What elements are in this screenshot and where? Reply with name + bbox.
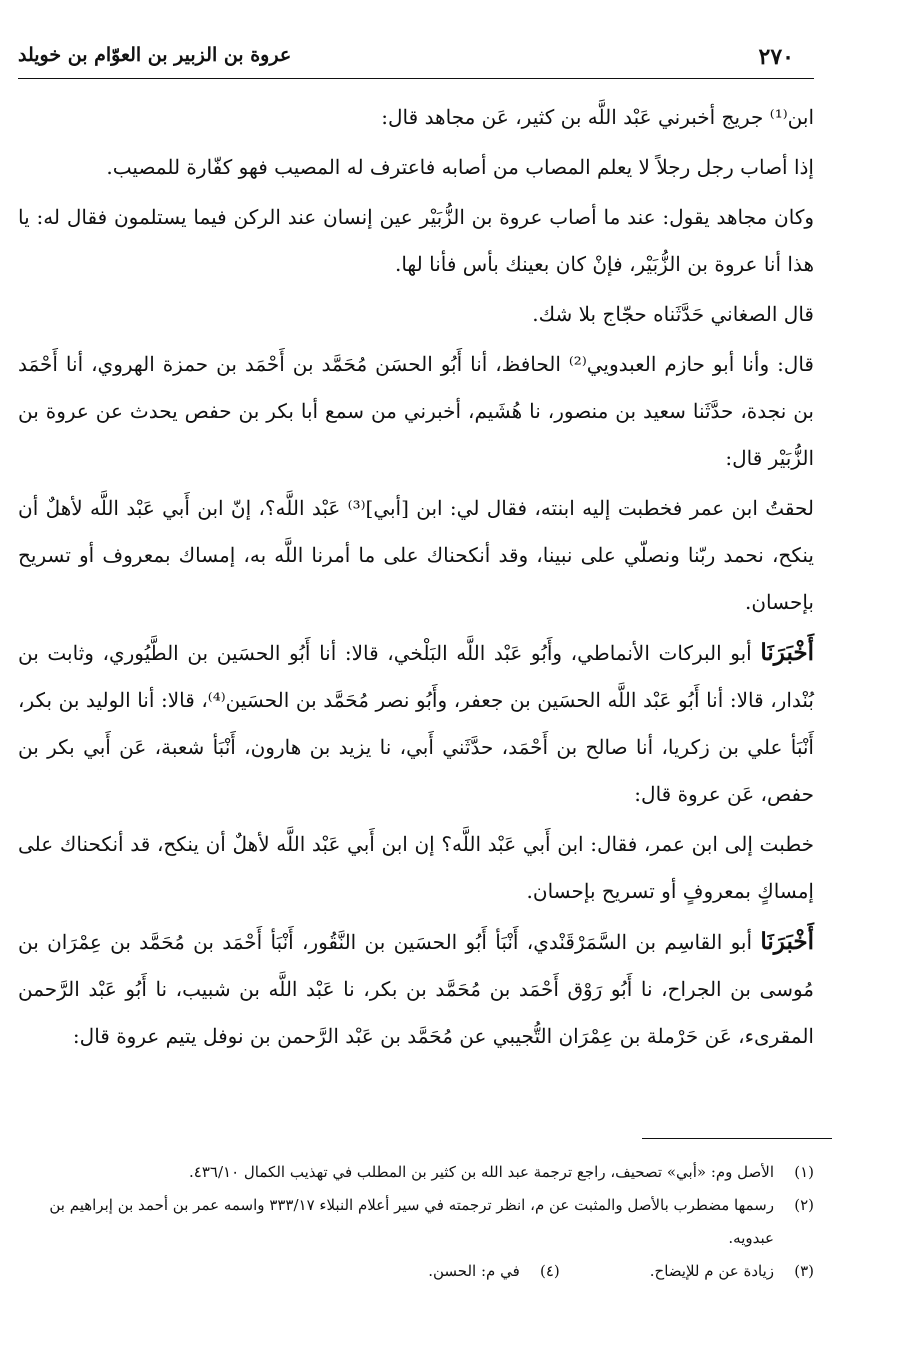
- akhbarana-keyword: أَخْبَرَنَا: [760, 928, 814, 955]
- footnote: [428, 1255, 560, 1288]
- footnote-number: (٣): [794, 1262, 814, 1280]
- paragraph: [18, 918, 814, 1060]
- footnote: [650, 1255, 814, 1288]
- footnote-number: (٢): [794, 1196, 814, 1214]
- paragraph: [18, 629, 814, 818]
- footnote-row: [18, 1255, 814, 1288]
- header-rule: [18, 78, 814, 79]
- footnote: [18, 1189, 814, 1255]
- paragraph: إذا أصاب رجل رجلاً لا يعلم المصاب من أصابه فاعترف له المصيب فهو كفّارة للمصيب.: [106, 155, 814, 179]
- paragraph-text: أبو القاسِم بن السَّمَرْقَنْدي، أَنْبَأ أَبُو الحسَين بن النَّقُور، أَنْبَأ أَحْمَد بن مُحَمَّد بن عِمْرَان بن مُوسى بن الجراح، نا أَبُو رَوْق أَحْمَد بن مُحَمَّد بن بكر، نا عَبْد اللَّه بن شبيب، نا أَبُو عَبْد الرَّحمن المقرىء، عَن حَرْملة بن عِمْرَان التُّجيبي عن مُحَمَّد بن عَبْد الرَّحمن بن نوفل يتيم عروة قال:: [18, 930, 814, 1048]
- footnote-rule: [642, 1138, 832, 1139]
- footnote-number: (١): [794, 1163, 814, 1181]
- footnote-text: في م: الحسن.: [428, 1262, 520, 1280]
- footnote-text: زيادة عن م للإيضاح.: [649, 1262, 774, 1280]
- footnote-text: رسمها مضطرب بالأصل والمثبت عن م، انظر ترجمته في سير أعلام النبلاء ٣٣٣/١٧ واسمه عمر بن أحمد بن إبراهيم بن عبدويه.: [49, 1196, 774, 1247]
- paragraph-text: أبو البركات الأنماطي، وأَبُو عَبْد اللَّه البَلْخي، قالا: أنا أَبُو الحسَين بن الطَّيُوري، وثابت بن بُنْدار، قالا: أنا أَبُو عَبْد اللَّه الحسَين بن جعفر، وأَبُو نصر مُحَمَّد بن الحسَين⁽⁴⁾، قالا: أنا الوليد بن بكر، أَنْبَأ علي بن زكريا، أنا صالح بن أَحْمَد، حدَّثَني أَبي، نا يزيد بن هارون، أَنْبَأ شعبة، عَن أَبي بكر بن حفص، عَن عروة قال:: [18, 641, 814, 806]
- page-number: ٢٧٠: [758, 44, 794, 70]
- main-text: [18, 94, 814, 1063]
- paragraph: قال: وأنا أبو حازم العبدويي⁽²⁾ الحافظ، أنا أَبُو الحسَن مُحَمَّد بن أَحْمَد بن حمزة الهروي، أنا أَحْمَد بن نجدة، حدَّثَنا سعيد بن منصور، نا هُشَيم، أخبرني من سمع أبا بكر بن حفص يحدث عن عروة بن الزُّبَيْر قال:: [18, 352, 814, 470]
- paragraph: وكان مجاهد يقول: عند ما أصاب عروة بن الزُّبَيْر عين إنسان عند الركن فيما يستلمون فقال له: يا هذا أنا عروة بن الزُّبَيْر، فإنْ كان بعينك بأس فأنا لها.: [18, 205, 814, 276]
- footnote: [18, 1156, 814, 1189]
- page-header: [18, 30, 814, 74]
- paragraph: خطبت إلى ابن عمر، فقال: ابن أَبي عَبْد اللَّه؟ إن ابن أَبي عَبْد اللَّه لأهلٌ أن ينكح، قد أنكحناك على إمساكٍ بمعروفٍ أو تسريح بإحسان.: [18, 832, 814, 903]
- book-page: [18, 30, 815, 1280]
- running-title: عروة بن الزبير بن العوّام بن خويلد: [18, 44, 292, 66]
- footnotes: [18, 1156, 814, 1288]
- footnote-text: الأصل وم: «أبي» تصحيف، راجع ترجمة عبد الله بن كثير بن المطلب في تهذيب الكمال ٤٣٦/١٠.: [189, 1163, 774, 1181]
- akhbarana-keyword: أَخْبَرَنَا: [760, 639, 815, 666]
- footnote-number: (٤): [540, 1262, 560, 1280]
- paragraph: لحقتُ ابن عمر فخطبت إليه ابنته، فقال لي: ابن [أبي]⁽³⁾ عَبْد اللَّه؟، إنّ ابن أَبي عَبْد اللَّه لأهلٌ أن ينكح، نحمد ربّنا ونصلّي على نبينا، وقد أنكحناك على ما أمرنا اللَّه به، إمساك بمعروف أو تسريح بإحسان.: [18, 496, 814, 614]
- paragraph: قال الصغاني حَدَّثَناه حجّاج بلا شك.: [532, 302, 814, 326]
- paragraph: ابن⁽¹⁾ جريج أخبرني عَبْد اللَّه بن كثير، عَن مجاهد قال:: [381, 105, 814, 129]
